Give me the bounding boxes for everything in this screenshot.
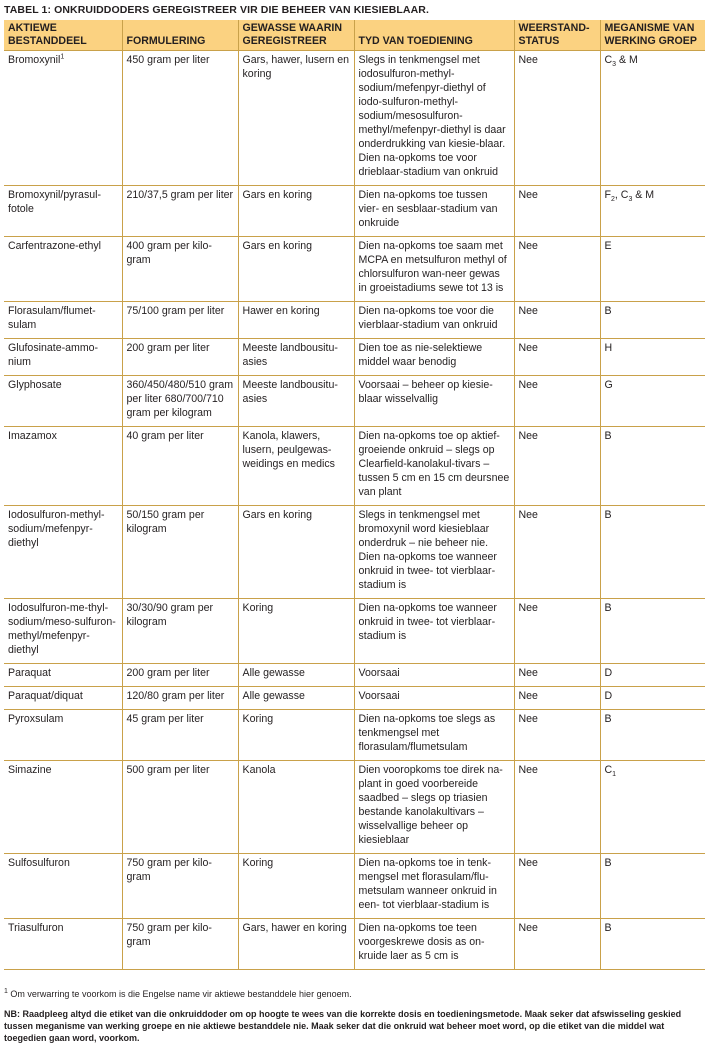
cell-timing: Slegs in tenkmengsel met iodosulfuron-methyl-sodium/mefenpyr-diethyl of iodo-sulfuron-methyl-sodium/mesosulfuron-methyl/mefenpyr-diethyl is daar onderdrukking van kiesie-blaar. Dien na-opkoms toe voor drieblaar-stadium van onkruid [354, 51, 514, 186]
table-row [4, 854, 705, 919]
cell-formulation: 750 gram per kilo-gram [122, 854, 238, 919]
cell-resistance: Nee [514, 186, 600, 237]
header-row [4, 20, 705, 51]
cell-formulation: 750 gram per kilo-gram [122, 919, 238, 970]
cell-timing: Dien na-opkoms toe wanneer onkruid in twee- tot vierblaar-stadium is [354, 599, 514, 664]
table-row [4, 710, 705, 761]
cell-mechanism: G [600, 376, 705, 427]
cell-active: Pyroxsulam [4, 710, 122, 761]
cell-formulation: 200 gram per liter [122, 664, 238, 687]
cell-resistance: Nee [514, 339, 600, 376]
herbicide-table [4, 20, 705, 970]
table-row [4, 506, 705, 599]
cell-active: Glyphosate [4, 376, 122, 427]
cell-resistance: Nee [514, 51, 600, 186]
cell-active: Iodosulfuron-methyl-sodium/mefenpyr-diethyl [4, 506, 122, 599]
cell-resistance: Nee [514, 687, 600, 710]
cell-resistance: Nee [514, 854, 600, 919]
cell-mechanism: $C_3$ & M [600, 51, 705, 186]
cell-active: Iodosulfuron-me-thyl-sodium/meso-sulfuron-methyl/mefenpyr-diethyl [4, 599, 122, 664]
cell-resistance: Nee [514, 427, 600, 506]
table-row [4, 237, 705, 302]
cell-crops: Meeste landbousitu-asies [238, 376, 354, 427]
cell-formulation: 50/150 gram per kilogram [122, 506, 238, 599]
cell-resistance: Nee [514, 599, 600, 664]
cell-mechanism: D [600, 664, 705, 687]
cell-crops: Gars en koring [238, 237, 354, 302]
cell-resistance: Nee [514, 710, 600, 761]
cell-active: Simazine [4, 761, 122, 854]
cell-active: Sulfosulfuron [4, 854, 122, 919]
cell-formulation: 200 gram per liter [122, 339, 238, 376]
cell-formulation: 40 gram per liter [122, 427, 238, 506]
table-row [4, 186, 705, 237]
cell-crops: Gars en koring [238, 506, 354, 599]
footnote-text: Om verwarring te voorkom is die Engelse name vir aktiewe bestanddele hier genoem. [10, 989, 352, 999]
cell-timing: Voorsaai – beheer op kiesie-blaar wisselvallig [354, 376, 514, 427]
cell-formulation: 45 gram per liter [122, 710, 238, 761]
cell-timing: Dien na-opkoms toe voor die vierblaar-stadium van onkruid [354, 302, 514, 339]
cell-mechanism: H [600, 339, 705, 376]
cell-resistance: Nee [514, 506, 600, 599]
cell-formulation: 360/450/480/510 gram per liter 680/700/710 gram per kilogram [122, 376, 238, 427]
header-active: AKTIEWE BESTANDDEEL [4, 20, 122, 51]
active-name: Bromoxynil [8, 54, 61, 66]
table-row [4, 664, 705, 687]
cell-resistance: Nee [514, 237, 600, 302]
cell-active: Glufosinate-ammo-nium [4, 339, 122, 376]
cell-active: Paraquat/diquat [4, 687, 122, 710]
cell-timing: Dien na-opkoms toe in tenk-mengsel met florasulam/flu-metsulam wanneer onkruid in een- tot vierblaar-stadium is [354, 854, 514, 919]
cell-mechanism: B [600, 854, 705, 919]
header-mechanism: MEGANISME VAN WERKING GROEP [600, 20, 705, 51]
header-formulation: FORMULERING [122, 20, 238, 51]
cell-mechanism: B [600, 302, 705, 339]
cell-resistance: Nee [514, 302, 600, 339]
cell-mechanism: E [600, 237, 705, 302]
cell-crops: Gars en koring [238, 186, 354, 237]
cell-mechanism: B [600, 599, 705, 664]
cell-timing: Voorsaai [354, 687, 514, 710]
table-row [4, 761, 705, 854]
table-row [4, 339, 705, 376]
cell-resistance: Nee [514, 761, 600, 854]
cell-resistance: Nee [514, 919, 600, 970]
cell-formulation: 450 gram per liter [122, 51, 238, 186]
cell-timing: Dien toe as nie-selektiewe middel waar benodig [354, 339, 514, 376]
table-row [4, 687, 705, 710]
cell-crops: Alle gewasse [238, 664, 354, 687]
cell-formulation: 30/30/90 gram per kilogram [122, 599, 238, 664]
cell-formulation: 75/100 gram per liter [122, 302, 238, 339]
cell-crops: Kanola, klawers, lusern, peulgewas-weidings en medics [238, 427, 354, 506]
cell-resistance: Nee [514, 376, 600, 427]
cell-timing: Dien na-opkoms toe teen voorgeskrewe dosis as on-kruide laer as 5 cm is [354, 919, 514, 970]
cell-crops: Koring [238, 854, 354, 919]
table-row [4, 427, 705, 506]
cell-crops: Gars, hawer en koring [238, 919, 354, 970]
table-row [4, 302, 705, 339]
header-resistance: WEERSTAND-STATUS [514, 20, 600, 51]
cell-formulation: 500 gram per liter [122, 761, 238, 854]
table-row [4, 599, 705, 664]
header-timing: TYD VAN TOEDIENING [354, 20, 514, 51]
cell-crops: Koring [238, 599, 354, 664]
table-title: TABEL 1: ONKRUIDDODERS GEREGISTREER VIR DIE BEHEER VAN KIESIEBLAAR. [4, 4, 429, 16]
cell-mechanism: D [600, 687, 705, 710]
cell-timing: Slegs in tenkmengsel met bromoxynil word kiesieblaar onderdruk – nie beheer nie. Dien na-opkoms toe wanneer onkruid in twee- tot vierblaar-stadium is [354, 506, 514, 599]
footnote-mark: 1 [4, 988, 8, 995]
cell-active: Florasulam/flumet-sulam [4, 302, 122, 339]
table-row [4, 919, 705, 970]
cell-crops: Alle gewasse [238, 687, 354, 710]
cell-active: Bromoxynil/pyrasul-fotole [4, 186, 122, 237]
cell-formulation: 120/80 gram per liter [122, 687, 238, 710]
cell-crops: Koring [238, 710, 354, 761]
cell-formulation: 210/37,5 gram per liter [122, 186, 238, 237]
cell-timing: Dien vooropkoms toe direk na-plant in goed voorbereide saadbed – slegs op triasien bestande kanolakultivars – wisselvallige beheer op kiesieblaar [354, 761, 514, 854]
cell-timing: Dien na-opkoms toe slegs as tenkmengsel met florasulam/flumetsulam [354, 710, 514, 761]
footnote [4, 988, 704, 1000]
cell-resistance: Nee [514, 664, 600, 687]
cell-timing: Dien na-opkoms toe saam met MCPA en metsulfuron methyl of chlorsulfuron wan-neer gewas in groeistadiums sewe tot 13 is [354, 237, 514, 302]
cell-crops: Kanola [238, 761, 354, 854]
cell-active [4, 51, 122, 186]
table-row [4, 376, 705, 427]
footnote-ref: 1 [60, 53, 65, 61]
cell-timing: Voorsaai [354, 664, 514, 687]
cell-active: Imazamox [4, 427, 122, 506]
cell-active: Triasulfuron [4, 919, 122, 970]
cell-timing: Dien na-opkoms toe op aktief-groeiende onkruid – slegs op Clearfield-kanolakul-tivars – tussen 5 cm en 15 cm deursnee van plant [354, 427, 514, 506]
cell-active: Carfentrazone-ethyl [4, 237, 122, 302]
cell-active: Paraquat [4, 664, 122, 687]
nb-note: NB: Raadpleeg altyd die etiket van die onkruiddoder om op hoogte te wees van die korrekte dosis en toedieningsmetode. Maak seker dat afswisseling geskied tussen meganisme van werking groepe en nie aktiewe bestanddele nie. Maak seker dat die onkruid wat beheer moet word, op die etiket van die middel wat toegedien gaan word, voorkom. [4, 1009, 682, 1043]
table-row [4, 51, 705, 186]
cell-mechanism: $C_1$ [600, 761, 705, 854]
cell-mechanism: $F_2$, $C_3$ & M [600, 186, 705, 237]
cell-timing: Dien na-opkoms toe tussen vier- en sesblaar-stadium van onkruide [354, 186, 514, 237]
cell-crops: Hawer en koring [238, 302, 354, 339]
cell-formulation: 400 gram per kilo-gram [122, 237, 238, 302]
header-crops: GEWASSE WAARIN GEREGISTREER [238, 20, 354, 51]
cell-crops: Meeste landbousitu-asies [238, 339, 354, 376]
cell-mechanism: B [600, 427, 705, 506]
cell-crops: Gars, hawer, lusern en koring [238, 51, 354, 186]
cell-mechanism: B [600, 710, 705, 761]
cell-mechanism: B [600, 919, 705, 970]
cell-mechanism: B [600, 506, 705, 599]
